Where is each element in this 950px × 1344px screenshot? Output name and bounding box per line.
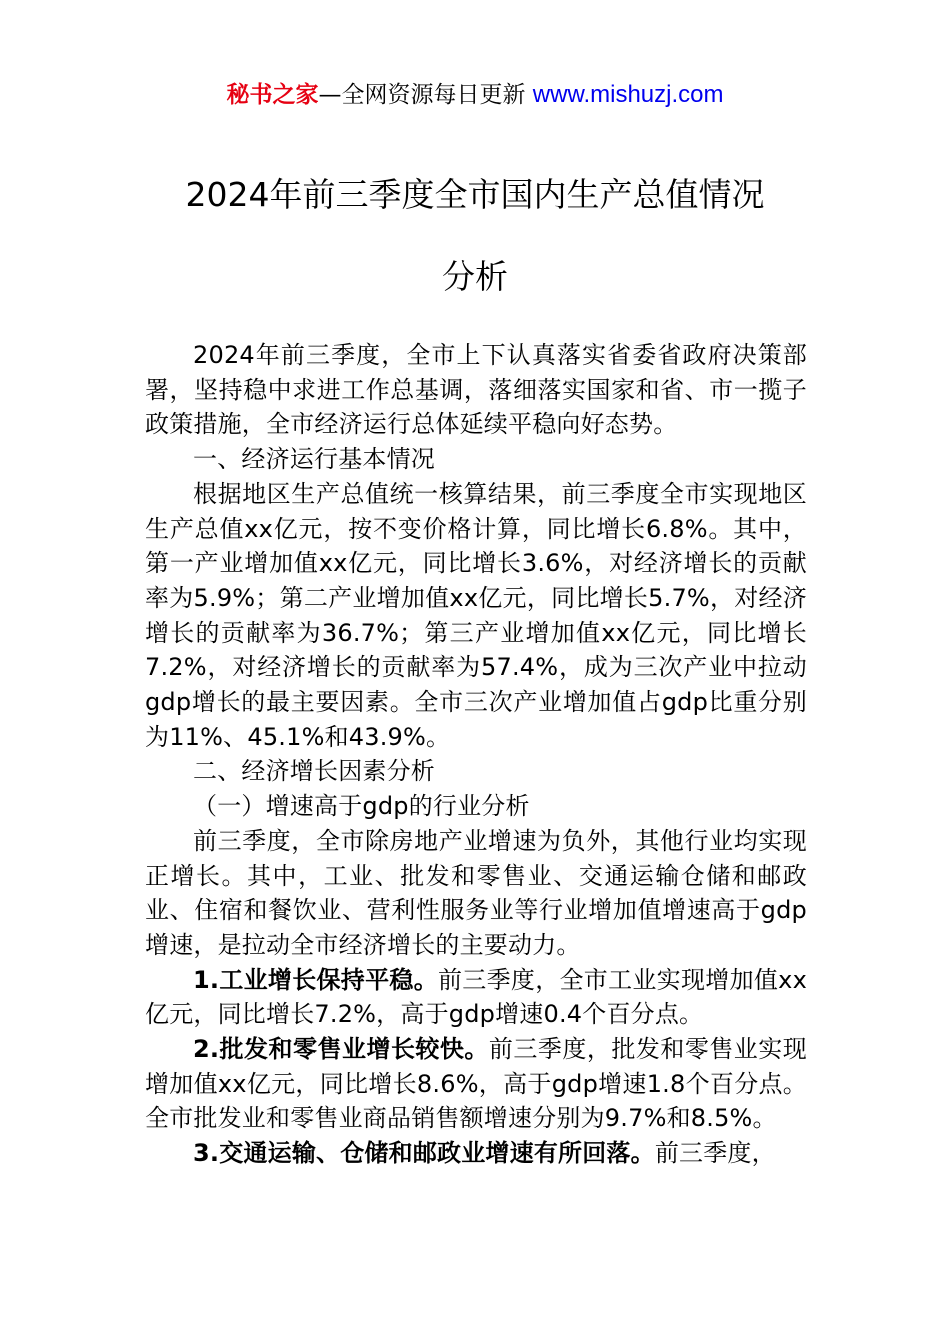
industry-item-1-title: 1.工业增长保持平稳。 [193, 965, 438, 994]
document-body [145, 338, 807, 1171]
gdp-paragraph: 根据地区生产总值统一核算结果，前三季度全市实现地区生产总值xx亿元，按不变价格计算，同比增长6.8%。其中，第一产业增加值xx亿元，同比增长3.6%，对经济增长的贡献率为5.9%；第二产业增加值xx亿元，同比增长5.7%，对经济增长的贡献率为36.7%；第三产业增加值xx亿元，同比增长7.2%，对经济增长的贡献率为57.4%，成为三次产业中拉动gdp增长的最主要因素。全市三次产业增加值占gdp比重分别为11%、45.1%和43.9%。 [145, 479, 807, 751]
site-url-link[interactable]: www.mishuzj.com [532, 81, 724, 108]
industry-item-1 [145, 963, 807, 1032]
industry-item-3-text: 前三季度， [654, 1139, 776, 1168]
industry-item-1-text: 前三季度，全市工业实现增加值xx亿元，同比增长7.2%，高于gdp增速0.4个百分点。 [145, 965, 807, 1029]
site-header [0, 78, 950, 112]
title-line-2: 分析 [442, 257, 508, 296]
intro-paragraph: 2024年前三季度，全市上下认真落实省委省政府决策部署，坚持稳中求进工作总基调，落细落实国家和省、市一揽子政策措施，全市经济运行总体延续平稳向好态势。 [145, 341, 807, 439]
subsection-heading-1: （一）增速高于gdp的行业分析 [193, 792, 530, 821]
industry-item-2 [145, 1032, 807, 1136]
industry-paragraph: 前三季度，全市除房地产业增速为负外，其他行业均实现正增长。其中，工业、批发和零售业、交通运输仓储和邮政业、住宿和餐饮业、营利性服务业等行业增加值增速高于gdp增速，是拉动全市经济增长的主要动力。 [145, 826, 807, 959]
industry-item-2-title: 2.批发和零售业增长较快。 [193, 1035, 489, 1064]
document-title [0, 154, 950, 318]
industry-item-3-title: 3.交通运输、仓储和邮政业增速有所回落。 [193, 1139, 655, 1168]
industry-item-3 [145, 1136, 807, 1171]
industry-item-2-text: 前三季度，批发和零售业实现增加值xx亿元，同比增长8.6%，高于gdp增速1.8个百分点。全市批发业和零售业商品销售额增速分别为9.7%和8.5%。 [145, 1035, 807, 1133]
header-tagline: —全网资源每日更新 [318, 82, 533, 108]
title-line-1: 2024年前三季度全市国内生产总值情况 [185, 175, 765, 214]
section-heading-2: 二、经济增长因素分析 [193, 757, 435, 786]
section-heading-1: 一、经济运行基本情况 [193, 445, 435, 474]
brand-name: 秘书之家 [226, 82, 319, 108]
